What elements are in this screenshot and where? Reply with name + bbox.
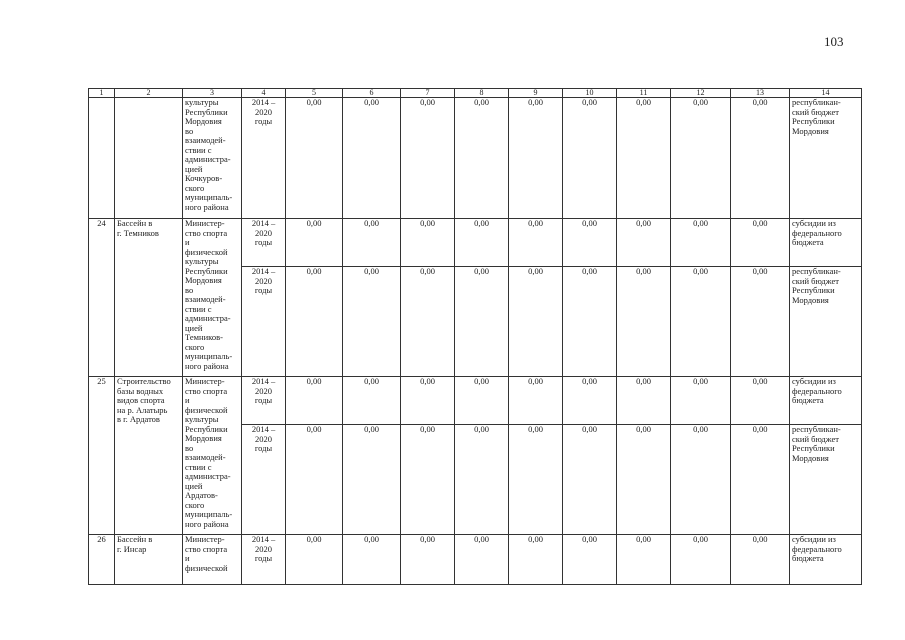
table-row xyxy=(89,535,862,585)
value-cell: 0,00 xyxy=(455,425,509,535)
executor xyxy=(183,377,242,535)
object-name-text: Бассейн в г. Инсар xyxy=(117,534,153,554)
value-cell: 0,00 xyxy=(563,535,617,585)
value-cell: 0,00 xyxy=(671,425,731,535)
value-cell: 0,00 xyxy=(401,219,455,267)
value-cell: 0,00 xyxy=(286,98,343,219)
header-cell: 7 xyxy=(401,89,455,98)
header-cell: 2 xyxy=(115,89,183,98)
value-cell: 0,00 xyxy=(286,425,343,535)
header-cell: 1 xyxy=(89,89,115,98)
executor xyxy=(183,219,242,377)
value-cell: 0,00 xyxy=(617,535,671,585)
value-cell: 0,00 xyxy=(671,219,731,267)
funding-source-text: субсидии из федерального бюджета xyxy=(792,534,842,563)
funding-source xyxy=(790,535,862,585)
value-cell: 0,00 xyxy=(509,98,563,219)
object-name-text: Бассейн в г. Темников xyxy=(117,218,159,238)
value-cell: 0,00 xyxy=(509,535,563,585)
value-cell: 0,00 xyxy=(563,425,617,535)
row-number-text: 26 xyxy=(97,534,106,544)
value-cell: 0,00 xyxy=(563,267,617,377)
funding-source-text: субсидии из федерального бюджета xyxy=(792,376,842,405)
value-cell: 0,00 xyxy=(731,377,790,425)
value-cell: 0,00 xyxy=(455,535,509,585)
value-cell: 0,00 xyxy=(401,425,455,535)
header-cell: 14 xyxy=(790,89,862,98)
value-cell: 0,00 xyxy=(617,377,671,425)
value-cell: 0,00 xyxy=(563,219,617,267)
value-cell: 0,00 xyxy=(286,377,343,425)
value-cell: 0,00 xyxy=(731,219,790,267)
value-cell: 0,00 xyxy=(617,425,671,535)
value-cell: 0,00 xyxy=(671,267,731,377)
value-cell: 0,00 xyxy=(401,535,455,585)
header-cell: 8 xyxy=(455,89,509,98)
header-cell: 11 xyxy=(617,89,671,98)
value-cell: 0,00 xyxy=(509,377,563,425)
row-number xyxy=(89,377,115,535)
row-number xyxy=(89,98,115,219)
period-text: 2014 – 2020 годы xyxy=(251,424,276,453)
period-text: 2014 – 2020 годы xyxy=(251,376,276,405)
header-cell: 5 xyxy=(286,89,343,98)
value-cell: 0,00 xyxy=(343,535,401,585)
period xyxy=(242,267,286,377)
period xyxy=(242,535,286,585)
budget-table xyxy=(88,88,862,585)
funding-source xyxy=(790,219,862,267)
value-cell: 0,00 xyxy=(286,267,343,377)
period-text: 2014 – 2020 годы xyxy=(251,218,276,247)
value-cell: 0,00 xyxy=(401,377,455,425)
table-row xyxy=(89,98,862,219)
period xyxy=(242,425,286,535)
period xyxy=(242,98,286,219)
value-cell: 0,00 xyxy=(401,98,455,219)
value-cell: 0,00 xyxy=(731,267,790,377)
object-name-text: Строительство базы водных видов спорта на р. Алатырь в г. Ардатов xyxy=(117,376,171,424)
period xyxy=(242,377,286,425)
executor xyxy=(183,98,242,219)
executor-text: культуры Республики Мордовия во взаимодей- ствии с администра- цией Кочкуров- ского муниципаль- ного района xyxy=(185,97,233,212)
funding-source xyxy=(790,98,862,219)
value-cell: 0,00 xyxy=(509,425,563,535)
value-cell: 0,00 xyxy=(731,535,790,585)
value-cell: 0,00 xyxy=(617,98,671,219)
value-cell: 0,00 xyxy=(671,377,731,425)
executor xyxy=(183,535,242,585)
header-cell: 10 xyxy=(563,89,617,98)
funding-source-text: республикан- ский бюджет Республики Мордовия xyxy=(792,97,841,136)
header-cell: 13 xyxy=(731,89,790,98)
period-text: 2014 – 2020 годы xyxy=(251,534,276,563)
header-row xyxy=(89,89,862,98)
value-cell: 0,00 xyxy=(286,535,343,585)
value-cell: 0,00 xyxy=(401,267,455,377)
period-text: 2014 – 2020 годы xyxy=(251,97,276,126)
object-name xyxy=(115,98,183,219)
funding-source xyxy=(790,267,862,377)
page-number: 103 xyxy=(824,34,844,49)
value-cell: 0,00 xyxy=(343,219,401,267)
value-cell: 0,00 xyxy=(343,98,401,219)
value-cell: 0,00 xyxy=(671,535,731,585)
value-cell: 0,00 xyxy=(563,98,617,219)
object-name xyxy=(115,219,183,377)
value-cell: 0,00 xyxy=(731,425,790,535)
value-cell: 0,00 xyxy=(286,219,343,267)
funding-source-text: республикан- ский бюджет Республики Мордовия xyxy=(792,266,841,305)
row-number xyxy=(89,535,115,585)
header-cell: 3 xyxy=(183,89,242,98)
header-cell: 9 xyxy=(509,89,563,98)
header-cell: 4 xyxy=(242,89,286,98)
executor-text: Министер- ство спорта и физической культуры Республики Мордовия во взаимодей- ствии с администра- цией Темников- ского муниципаль- ного района xyxy=(185,218,233,371)
value-cell: 0,00 xyxy=(455,267,509,377)
executor-text: Министер- ство спорта и физической xyxy=(185,534,228,573)
funding-source xyxy=(790,425,862,535)
value-cell: 0,00 xyxy=(671,98,731,219)
value-cell: 0,00 xyxy=(509,267,563,377)
table-row xyxy=(89,219,862,267)
funding-source xyxy=(790,377,862,425)
value-cell: 0,00 xyxy=(617,219,671,267)
period xyxy=(242,219,286,267)
funding-source-text: республикан- ский бюджет Республики Мордовия xyxy=(792,424,841,463)
executor-text: Министер- ство спорта и физической культуры Республики Мордовия во взаимодей- ствии с администра- цией Ардатов- ского муниципаль- ного района xyxy=(185,376,233,529)
row-number-text: 25 xyxy=(97,376,106,386)
table-row xyxy=(89,377,862,425)
funding-source-text: субсидии из федерального бюджета xyxy=(792,218,842,247)
row-number xyxy=(89,219,115,377)
value-cell: 0,00 xyxy=(455,219,509,267)
header-cell: 12 xyxy=(671,89,731,98)
value-cell: 0,00 xyxy=(455,377,509,425)
row-number-text: 24 xyxy=(97,218,106,228)
object-name xyxy=(115,377,183,535)
value-cell: 0,00 xyxy=(617,267,671,377)
value-cell: 0,00 xyxy=(509,219,563,267)
value-cell: 0,00 xyxy=(343,267,401,377)
value-cell: 0,00 xyxy=(731,98,790,219)
value-cell: 0,00 xyxy=(343,425,401,535)
value-cell: 0,00 xyxy=(455,98,509,219)
value-cell: 0,00 xyxy=(563,377,617,425)
header-cell: 6 xyxy=(343,89,401,98)
period-text: 2014 – 2020 годы xyxy=(251,266,276,295)
object-name xyxy=(115,535,183,585)
value-cell: 0,00 xyxy=(343,377,401,425)
